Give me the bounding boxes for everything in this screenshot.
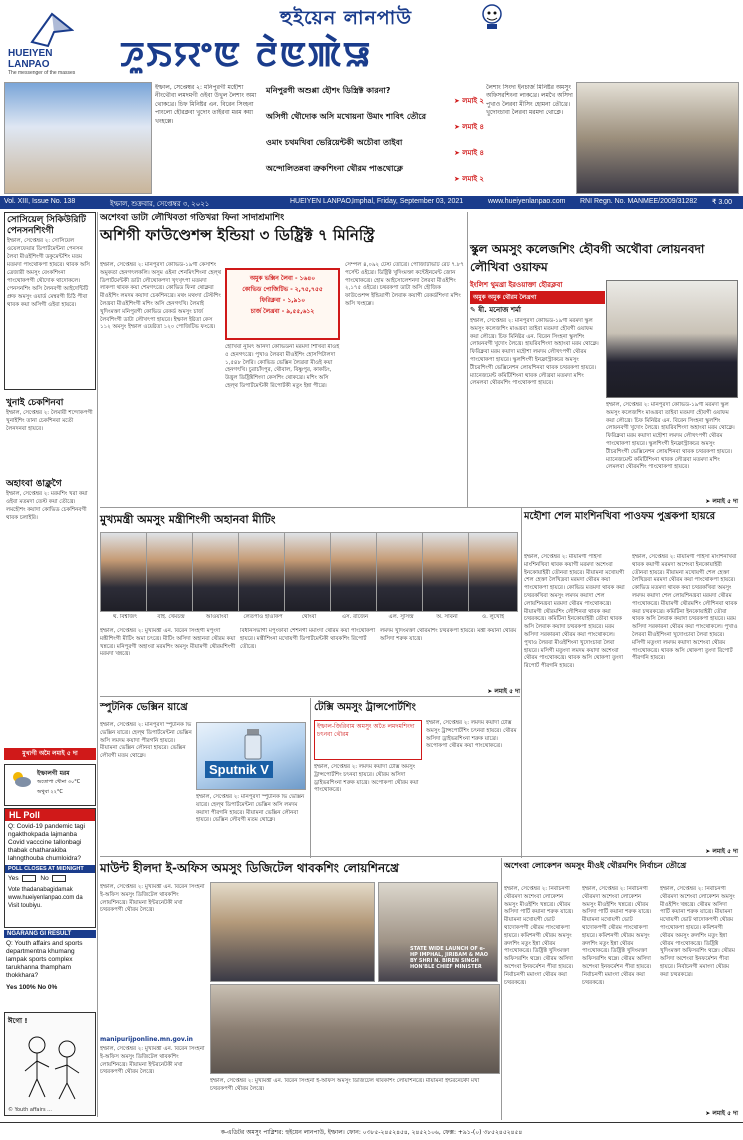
column-rule [467,212,468,507]
lead-story-headline[interactable] [100,212,465,256]
headline: অহাংবা ঙাক্লুগৈ [6,479,62,489]
front-photo-left [4,82,152,194]
bottom-right-col-1: ইম্ফাল, সেপ্তেম্বর ২: নির্বাচনগী থৌরমদা অশেংবা লোকেশন অমসুং মীওইশিং খন্নখ্রে। থৌরম অসিদা পার্টি কয়ানা শরুক য়াখ্রে। মীয়ামনা মখোয়গী ভোট থাদোকপগী থৌরম পাংথোকপা হায়রে। কমিশনগী থৌরম অমসুং রুলশিং মতুং ইন্না থৌরম পাংথোকখ্রে। ডিষ্ট্রিক্ট খুদিংমক্তা অফিসরশিং থম্লে। থৌরম অসিদা অশেংবা ইনফর্মেশন পীবা হায়রে। নির্বাচনগী মমাংদা থৌরম কয়া চত্থরকখ্রে। [504,886,574,986]
figure-line: ফিরিক্লবা - ১,৯১০ [259,297,306,304]
left-story-2[interactable] [4,396,96,471]
continued-page-banner[interactable]: মুখ্যগী অমৈ লমাই ৫ দা [4,748,96,760]
weather-min: অথুবা ২২°C [37,789,63,795]
bottom-story-headline[interactable]: মাউন্ট হীলদা ই-অফিস অমসুং ডিজিটেল থাবকশিং লোয়শিনখ্রে [100,861,399,875]
logo[interactable] [8,12,90,74]
rni-number: RNI Regn. No. MANMEE/2009/31282 [580,198,698,205]
bottom-story-col-1b: ইম্ফাল, সেপ্তেম্বর ২: মুখ্যমন্ত্রী এন. বিরেন সিংহনা ই-অফিস অমসুং ডিজিটেল থাবকশিং লোয়শিনখ্রে। মীয়ামনা ইন্টরনেটকী মখা চত্থরকপগী থৌরম লৈখ্রে। [100,1046,205,1076]
transport-highlight-box: ইম্ফাল-জিরিবাম অমসুং অতৈ লমদমশিংদা চৎনবা থৌরম [314,720,422,760]
row-rule [100,507,738,508]
strip-left-text: ইম্ফাল, সেপ্তেম্বর ২: মনিপুরগী মহৌশা নীংথৌবা লমদমগী ওইবা উখুল লৈশাং অমা থোকখ্রে। চিফ মিনিষ্টর এন. বিরেন সিংহনা পাংলো হৌরক্লবা খুদোং তাইরবা মরম কয়া খংহল্লে। [155,84,257,125]
teaser-3[interactable] [266,138,484,158]
continued-link[interactable]: ➤ লমাই ৫ দা [705,498,738,505]
dateline-bar [0,196,743,209]
poll-options [5,873,95,884]
logo-tagline: The messenger of the masses [8,70,76,76]
story-body: ইম্ফাল, সেপ্তেম্বর ২: মরমশিং খরা কয়া ওইবা মতমদা তেস্ট কয়া তৌখ্রে। লমহৌশং কয়াদা কোভিড চেকশিনবগী থাবক চলাইরি। [6,491,88,521]
story-body: ইম্ফাল, সেপ্তেম্বর ২: সোসিয়েল ওয়েলফেয়ার ডিপার্টমেন্টনা পেনসন লৈবা মীওইশিংগী ডকুমেন্টশিং মতম মতমদা পাংথোকপা হায়রে। থাবক অসি ত্রেজারী অমসুং বেংকশিংনা পাংথোকপগী থৌদোক থাদোকলে। পেনসনশিং অসি লৈনবগী আইদেন্টিটি প্রুফ অমসুং ওয়ার্ড মেম্বরগী চিঠি পীবা থাবক কয়া অসিগী ওইবা হায়রে। [7,238,90,308]
covid-figures-box [225,268,340,340]
portrait-row [100,532,520,624]
transport-story-col-1: ইম্ফাল, সেপ্তেম্বর ২: লমদম কয়াদা টেক্সি অমসুং ট্রান্সপোর্টশিং চৎনবা হায়রে। থৌরম অসিদা ড্রাইভরশিংনা শরুক য়াখ্রে। অপোকপা থৌরম কয়া পাংথোকখ্রে। [314,764,419,794]
teaser-page: ➤ লমাই ২ [453,97,484,105]
imprint-footer: ক-এডিটর অমসুং পাব্লিশর: হুইয়েন লানপাউ, ইম্ফাল। ফোন: ০৩৮৫-২৪৫২৪৫৪, ২৪৫২১০৬, ফেক্স: +৯১-(০) ৩৮৫২৪৫২৪৫৪ [0,1122,743,1140]
cartoon-title: ঈগো ! [8,1017,28,1025]
vial-icon [233,727,273,761]
weather-title: ইম্ফালগী মরম [37,770,70,777]
portrait-label: লেতপাও হাওকিপ [243,614,283,620]
right-story-2-headline[interactable]: মহৌশা শেল মাংশিনখিবা পাওফম পুখ্রকপা হায়রে [524,511,716,522]
cartoon-figures-icon [15,1027,87,1103]
left-story-1[interactable] [4,212,96,390]
vaccine-photo [196,722,306,790]
portrait-label: বাই. খেমচন্দ্র [157,614,185,620]
figure-line: চার্জ লৈখ্রবা - ৯,৫৫,৬১২ [250,308,315,315]
poll-title: HL Poll [5,809,95,821]
story-body: ইম্ফাল, সেপ্তেম্বর ২: লৈমায়ী শন্দোকপগী খুনাইশিং তানা চেকশিনবা মতৌ লৈনদনবা হায়রে। [6,410,93,432]
bottom-right-col-3: ইম্ফাল, সেপ্তেম্বর ২: নির্বাচনগী থৌরমদা অশেংবা লোকেশন অমসুং মীওইশিং খন্নখ্রে। থৌরম অসিদা পার্টি কয়ানা শরুক য়াখ্রে। মীয়ামনা মখোয়গী ভোট থাদোকপগী থৌরম পাংথোকপা হায়রে। কমিশনগী থৌরম অমসুং রুলশিং মতুং ইন্না থৌরম পাংথোকখ্রে। ডিষ্ট্রিক্ট খুদিংমক্তা অফিসরশিং থম্লে। থৌরম অসিদা অশেংবা ইনফর্মেশন পীবা হায়রে। নির্বাচনগী মমাংদা থৌরম কয়া চত্থরকখ্রে। [660,886,735,978]
teaser-4[interactable] [266,164,484,184]
vaccine-story-headline[interactable]: স্পুটনিক ভেক্সিন য়াখ্রে [100,702,188,713]
right-story-body-cont: ইম্ফাল, সেপ্তেম্বর ২: মনিপুরদা কোভিড-১৯গী মরমদা স্কুল অমসুং কলেজশিং মাঙখ্রবা তাইবা মতমদা হৌবগী ওয়াফম কয়া লৌখ্রে। চিফ মিনিষ্টর এন. বিরেন সিংহনা স্কুলশিং লোয়নবগী খুদোং লৈখ্রে। হায়রিবশিংদা অহাংবা মরম থোক্লে। ফিরিক্লবা মরম কয়াদা মহৌশা লমদম লৌখৎপগী থৌরম পাংথোকপা হায়রে। স্কুলশিংগী ইনফ্রাস্ট্রাকচর অমসুং টীচরশিংগী ভেক্সিনেশন লোয়শিনবা থাবক চত্থরকপা হায়রে। ম্যানেজমেন্ট কমিটিশিংনা থাবক লৌখ্রবা মতমদা মশিং লেমলবা থৌরমশিং পাংথোকপা হায়রে। [606,402,735,471]
poll-vote-instructions: Vote thadanabagidamak www.hueiyenlanpao.com da Visit toubiyu. [8,887,83,910]
teaser-text: অন্দোলিতন্নবা ত্রুকশিংনা থৌরম পাঙথোক্লে [266,164,403,173]
paper-name: HUEIYEN LANPAO, [290,198,353,205]
column-rule [310,698,311,858]
teaser-text: মনিপুরগী অশুপ্পা হৌশং ডিস্ত্রিক্ট কারনা? [266,86,391,95]
weather-max: অতোপা খৌনা ৩০°C [37,779,81,785]
portrait-label: ও. লুখোই [482,614,504,620]
poll-yes-label: Yes [8,875,19,883]
transport-story-col-2: ইম্ফাল, সেপ্তেম্বর ২: লমদম কয়াদা টেক্সি অমসুং ট্রান্সপোর্টশিং চৎনবা হায়রে। থৌরম অসিদা ড্রাইভরশিংনা শরুক য়াখ্রে। অপোকপা থৌরম কয়া পাংথোকখ্রে। [426,720,517,750]
volume-issue: Vol. XIII, Issue No. 138 [4,198,76,205]
column-rule [501,858,502,1120]
headline: খুনাই চেকশিনবা [6,398,64,408]
lead-kicker: অশেংবা ডাটা লৌখিবতা গতিখরা ফিনা সাদাশ্রমাশিং [100,213,285,223]
portrait-photo [330,532,380,612]
poll-question: Q: Covid-19 pandemic tagi ngakthokpada lajmanba Covid vacccine tallonbagi thabak chatharakiba lahngthouba chumloidra? [8,823,85,862]
mid-story-col-2: বিধানসভাগী মপুংফাবা শেশনগী মমাংদা থৌরম কয়া পাংথোকপা হায়রে। মন্ত্রীশিংনা মখোয়গী ডিপার্টমেন্টকী থাবকশিং রিপোর্ট তৌখ্রে। [240,628,376,650]
teaser-text: অসিগী থৌদোক অসি মখোয়না উমাং শাবিৎ তৌরে [266,112,426,121]
cartoon-box [4,1012,96,1116]
figure-line: অমুক ভক্সিন লৈবা - ১৬৪০ [249,275,316,282]
sun-cloud-icon [9,769,33,789]
continued-link[interactable]: ➤ লমাই ৫ দা [487,688,520,695]
bottom-story-col-2: ইম্ফাল, সেপ্তেম্বর ২: মুখ্যমন্ত্রী এন. বিরেন সিংহনা ই-অফিস অমসুং ডিজিটেল থাবকশিং লোয়শিনখ্রে। মীয়ামনা ইন্টরনেটকী মখা চত্থরকপগী থৌরম লৈখ্রে। [210,1078,480,1092]
vaccine-label: Sputnik V [205,761,273,778]
portrait-label: এল. সুসিন্দ্র [388,614,414,620]
paper-bird-logo-icon [30,12,74,48]
launch-photo [210,882,375,982]
portrait-label: থ. বিশ্বজিৎ [112,614,138,620]
mid-story-headline[interactable]: মুখ্যমন্ত্রী অমসুং মন্ত্রীশিংগী অহানবা মীটিং [100,513,276,526]
ngarang-result: Yes 100% No 0% [6,984,58,991]
right-story-headline[interactable]: স্কুল অমসুং কলেজশিং হৌবগী অথৌবা লোয়নবদা লৌখিবা ওয়াফম [470,242,705,274]
teaser-page: ➤ লমাই ৪ [453,123,484,131]
masthead-meitei-title: ꯍꯨꯏꯌꯦꯟ ꯂꯥꯟꯄꯥꯎ [120,35,373,75]
portrait-photo [376,532,426,612]
masthead [0,0,743,78]
transport-story-headline[interactable]: টেক্সি অমসুং ট্রান্সপোর্টশিং [314,702,416,713]
lead-col-2: হৌখিবা নুমিৎ অনিদা কোভিডনা মরমদা শিখিবা মীওই ৫ হেনগৎখ্রে। পুখাও লৈরবা মীওইশিং হোসপিটালদা ১,৫৪৮ লৈরি। কোভিড ভেক্সিন লৈখ্রবা মীওই কয়া হেনগৎখি। চুরাচাঁদপুর, থৌবাল, বিষ্ণুপুর, কাকচিং, উখ্রুল ডিষ্ট্রিক্টশিংদা কেসশিং থোকখ্রে। মশিং অসি হেল্থ ডিপার্টমেন্টকী রিপোর্টকী মতুং ইন্না পীখ্রে। [225,344,340,389]
portrait-photo [238,532,288,612]
mascot-icon [478,2,506,30]
left-story-3[interactable] [4,477,96,596]
portrait-label: থোংবা [301,614,317,620]
mid-story-col-1: ইম্ফাল, সেপ্তেম্বর ২: মুখ্যমন্ত্রী এন. বিরেন সিংহগী মপুংদা মন্ত্রীশিংগী মীটিং অমা চৎখ্রে। মীটিং অসিদা অহানবা থৌরম কয়া খন্নখ্রে। মনিপুরগী অহাংবা মরমশিং অমসুং মীয়ামগী থৌরমশিংগী মরমদা খন্নখ্রে। [100,628,236,658]
bottom-right-col-2: ইম্ফাল, সেপ্তেম্বর ২: নির্বাচনগী থৌরমদা অশেংবা লোকেশন অমসুং মীওইশিং খন্নখ্রে। থৌরম অসিদা পার্টি কয়ানা শরুক য়াখ্রে। মীয়ামনা মখোয়গী ভোট থাদোকপগী থৌরম পাংথোকপা হায়রে। কমিশনগী থৌরম অমসুং রুলশিং মতুং ইন্না থৌরম পাংথোকখ্রে। ডিষ্ট্রিক্ট খুদিংমক্তা অফিসরশিং থম্লে। থৌরম অসিদা অশেংবা ইনফর্মেশন পীবা হায়রে। নির্বাচনগী মমাংদা থৌরম কয়া চত্থরকখ্রে। [582,886,652,986]
teaser-2[interactable] [266,112,484,132]
portrait-photo [146,532,196,612]
bottom-story-col-1: ইম্ফাল, সেপ্তেম্বর ২: মুখ্যমন্ত্রী এন. বিরেন সিংহনা ই-অফিস অমসুং ডিজিটেল থাবকশিং লোয়শিনখ্রে। মীয়ামনা ইন্টরনেটকী মখা চত্থরকপগী থৌরম লৈখ্রে। [100,884,205,914]
launch-photo-2 [210,984,500,1074]
right-story-2-col-1: ইম্ফাল, সেপ্তেম্বর ২: মীয়ামগী পাইসা মাংশিনখিবা থাবক কয়াগী মরমদা অশেংবা ইনকোয়াইরী তৌনবা হায়রে। মীয়ামনা মখোয়গী শেল হেক্তা লৈখিদ্রবা মরমদা থৌরম কয়া পাংথোকপা হায়রে। কোভিড মতমদা থাবক কয়া চত্থরকখিবা অমসুং লমদম কয়াদা শেল লোয়শিনখ্রবা মরমদা থৌরম পাংথোকখ্রে। মীয়ামগী থৌরমশিং লৌশিনবা থাবক কয়া চত্থরকখ্রে। কমিটিনা ইনকোয়াইরী তৌবা থাবক অসি লৈবাক কয়াদা চত্থরকপা হায়রে। মরম অসিদা সরকারনা থৌরম কয়া পাংথোকলে। পুখাও লৈরবা মীওইশিংনা খুদোংচাবা লৈবা হায়রে। মসিগী মতুংদা লমদম কয়াদা অশেংবা থৌরম পাংথোকখ্রে। থাবক অসি থোকপা তুংদা রিপোর্ট পীরগনি হায়রে। [524,554,625,670]
ngarang-question: Q: Youth affairs and sports departmentna khumang lampak sports complex tarukhanna thampham thokkhara? [6,940,83,979]
portrait-photo [100,532,150,612]
bottom-right-headline[interactable]: অশেংবা লোকেশন অমসুং মীওই থৌরমশিং নির্বাচন তৌখ্রে [504,861,687,870]
logo-text: HUEIYEN LANPAO [8,48,53,70]
portrait-photo [422,532,472,612]
ngarang-title: NGARANG GI RESULT [4,930,96,938]
portrait-photo [192,532,242,612]
poll-closes: POLL CLOSES AT MIDNIGHT [5,865,95,873]
right-story-2-col-2: ইম্ফাল, সেপ্তেম্বর ২: মীয়ামগী পাইসা মাংশিনখিবা থাবক কয়াগী মরমদা অশেংবা ইনকোয়াইরী তৌনবা হায়রে। মীয়ামনা মখোয়গী শেল হেক্তা লৈখিদ্রবা মরমদা থৌরম কয়া পাংথোকপা হায়রে। কোভিড মতমদা থাবক কয়া চত্থরকখিবা অমসুং লমদম কয়াদা শেল লোয়শিনখ্রবা মরমদা থৌরম পাংথোকখ্রে। মীয়ামগী থৌরমশিং লৌশিনবা থাবক কয়া চত্থরকখ্রে। কমিটিনা ইনকোয়াইরী তৌবা থাবক অসি লৈবাক কয়াদা চত্থরকপা হায়রে। মরম অসিদা সরকারনা থৌরম কয়া পাংথোকলে। পুখাও লৈরবা মীওইশিংনা খুদোংচাবা লৈবা হায়রে। মসিগী মতুংদা লমদম কয়াদা অশেংবা থৌরম পাংথোকখ্রে। থাবক অসি থোকপা তুংদা রিপোর্ট পীরগনি হায়রে। [632,554,738,662]
lead-title: অশিগী ফাউণ্ডেশন্স ইন্ডিয়া ৩ ডিষ্ট্রিক্ট ৭ মিনিস্ট্রি [100,226,375,244]
cartoon-caption: © Youth affairs ... [8,1107,52,1113]
vaccine-story-body-2: ইম্ফাল, সেপ্তেম্বর ২: মনিপুরদা স্পুটনিক ভি ভেক্সিন য়াখ্রে। হেল্থ ডিপার্টমেন্টনা ভেক্সিন অসি লমদম কয়াদা পীরগনি হায়রে। মীয়ামনা ভেক্সিন লৌনবা হায়রে। ভেক্সিন লৌবগী মতম থোক্লে। [196,794,305,824]
website[interactable]: www.hueiyenlanpao.com [488,198,566,205]
teaser-text: ওমাং চথমখিবা ভেরিয়েন্টকী অচৌবা তাইবা [266,138,403,147]
teaser-1[interactable] [266,86,484,106]
city-date: Imphal, Friday, September 03, 2021 [352,198,464,205]
portrait-label: আওয়াংবা [205,614,229,620]
continued-link[interactable]: ➤ লমাই ৫ দা [705,1110,738,1117]
headline: সোসিয়েল্ সিকিউরিটি পেনসনশিংগী [7,215,86,236]
strip-right-text: লৈশাং সিংদা ইনচার্জ মিনিষ্টর অমসুং অফিসরশিংনা লাকখ্রে। লমখৈ অসিদা পুখাও লৈরবা মীসিং হোমনা তৌখ্রে। খুদোংচাবা লৈরবা মরমদা থোক্লে। [486,84,573,117]
portrait-label: এস. রাজেন [341,614,369,620]
bengali-date: ইম্ফাল, শুক্রবার, সেপ্তেম্বর ৩, ২০২১ [110,201,210,208]
column-rule [97,212,98,1117]
ngarang-result-box [4,930,96,1010]
subhead-banner: অমুক অমুক থৌরম লৈখ্রগা [470,291,605,304]
lead-col-1: ইম্ফাল, সেপ্তেম্বর ২: মনিপুরদা কোভিড-১৯গী কেসশিং অমুকতা হেনগৎলকলি। অসুম ওইনা শেনমিৎশিংনা হেল্থ ডিপার্টমেন্টকী ডাটা লৌথোকপদা খৃৎখৃৎপা মতমদা লাকপা থাবক কয়া শেমগৎখ্রে। কোভিড ফিনা থোক্লবা মীওইশিং লমদম কয়াদা চেকশিনখ্রে। মথং মথংদা টেস্টশিং লৈখ্রবা মীওইশিংগী মশিং অসি হেনগৎখি। লৈমাই খুদিংমক্তা মনিপুরগী কোভিড রেকর্ড অমসুং চার্জ লৈবশিংগী ডাটা লৌখৎপা হায়রে। ইম্ফাল ইষ্টতা কেস ১১২ অমসুং ইম্ফাল ওয়েষ্টতা ১২০ পোজিটিভ ফংখ্রে। [100,262,222,331]
subhead-red: ইংলিশ থুমখ্রা ইরওয়াক্তা হৌরক্লবা [470,281,563,289]
byline: ✎ ষী. মনোজ শর্মা [470,306,521,314]
front-photo-right [576,82,739,194]
right-story-photo [606,280,738,398]
poll-yes-checkbox[interactable] [22,875,36,882]
poll-no-checkbox[interactable] [52,875,66,882]
hl-poll-box [4,808,96,928]
vaccine-story-body: ইম্ফাল, সেপ্তেম্বর ২: মনিপুরদা স্পুটনিক ভি ভেক্সিন য়াখ্রে। হেল্থ ডিপার্টমেন্টনা ভেক্সিন অসি লমদম কয়াদা পীরগনি হায়রে। মীয়ামনা ভেক্সিন লৌনবা হায়রে। ভেক্সিন লৌবগী মতম থোক্লে। [100,722,192,760]
launch-banner-text: STATE WIDE LAUNCH OF e-HP IMPHAL, JIRIBAM & MAO BY SHRI N. BIREN SINGH HON'BLE CHIEF MINISTER [410,946,488,970]
portrait-photo [284,532,334,612]
mid-story-col-3: লমদম খুদিংমক্তা থৌরমশিং চত্থরকপা হায়রে। মন্ত্রী কয়ানা থৌরম অসিদা শরুক য়াখ্রে। [380,628,517,642]
poll-no-label: No [40,875,49,883]
portal-link[interactable]: manipurijponline.mn.gov.in [100,1036,193,1043]
masthead-bengali-title: হুইয়েন লানপাউ [280,7,413,29]
price: ₹ 3.00 [712,199,733,206]
row-rule [100,856,738,857]
right-story-subhead [470,280,605,302]
column-rule [521,508,522,858]
teaser-page: ➤ লমাই ৪ [453,149,484,157]
weather-box [4,764,96,806]
right-story-body: ইম্ফাল, সেপ্তেম্বর ২: মনিপুরদা কোভিড-১৯গী মরমদা স্কুল অমসুং কলেজশিং মাঙখ্রবা তাইবা মতমদা হৌবগী ওয়াফম কয়া লৌখ্রে। চিফ মিনিষ্টর এন. বিরেন সিংহনা স্কুলশিং লোয়নবগী খুদোং লৈখ্রে। হায়রিবশিংদা অহাংবা মরম থোক্লে। ফিরিক্লবা মরম কয়াদা মহৌশা লমদম লৌখৎপগী থৌরম পাংথোকপা হায়রে। স্কুলশিংগী ইনফ্রাস্ট্রাকচর অমসুং টীচরশিংগী ভেক্সিনেশন লোয়শিনবা থাবক চত্থরকপা হায়রে। ম্যানেজমেন্ট কমিটিশিংনা থাবক লৌখ্রবা মতমদা মশিং লেমলবা থৌরমশিং পাংথোকপা হায়রে। [470,318,599,387]
portrait-label: অ. সাবনা [436,614,458,620]
continued-link[interactable]: ➤ লমাই ৫ দা [705,848,738,855]
figure-line: কোভিড পোজিটিভ - ২,৭৫,৭৫৫ [242,286,323,293]
portrait-photo [468,532,518,612]
lead-col-3: সেম্পল ৪,০৯২ টেস্ট তৌখ্রে। পোজিটিভিটি রেট ৭.৮৭ পর্সেন্ট ওইখ্রে। ডিষ্ট্রিক্ট খুদিংমক্তা কন্টেইনমেন্ট জোন পাংথোকখ্রে। হোম আইসোলেশনদা লৈরবা মীওইশিং ২,১৭৫ ওইখ্রে। চথরকপা ডাটা অসি হৌজিক ফাউণ্ডেশন্স ইন্ডিয়াগী লৈবাক কয়াগী রেকর্ডশিংদা মশিং অসি খংহল্লে। [345,262,464,307]
teaser-page: ➤ লমাই ২ [453,175,484,183]
row-rule [100,696,520,697]
